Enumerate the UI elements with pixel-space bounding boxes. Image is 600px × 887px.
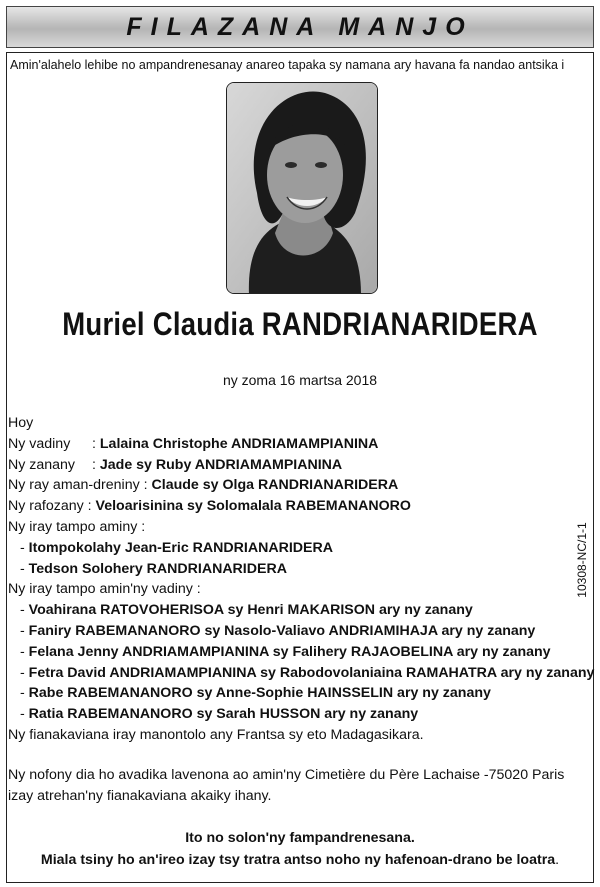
death-date: ny zoma 16 martsa 2018 bbox=[222, 372, 378, 388]
in-laws-line bbox=[8, 496, 594, 517]
spouse-sibling-item bbox=[8, 600, 594, 621]
spouse-line bbox=[8, 434, 594, 455]
spouse-sibling-item bbox=[8, 642, 594, 663]
list-dash: - bbox=[20, 539, 29, 556]
closing-line-2-text: Miala tsiny ho an'ireo izay tsy tratra antso noho ny hafenoan-drano be loatra bbox=[40, 852, 556, 868]
parents-value: Claude sy Olga RANDRIANARIDERA bbox=[151, 477, 399, 494]
spouse-sibling-item bbox=[8, 621, 594, 642]
children-value: Jade sy Ruby ANDRIAMAMPIANINA bbox=[99, 456, 343, 473]
spouse-sibling-name: Fetra David ANDRIAMAMPIANINA sy Rabodovolaniaina RAMAHATRA ary ny zanany bbox=[28, 664, 595, 681]
children-label: Ny zanany bbox=[8, 456, 76, 473]
header-banner bbox=[6, 6, 594, 48]
in-laws-label: Ny rafozany : bbox=[8, 498, 96, 515]
spouse-label: Ny vadiny bbox=[8, 435, 71, 452]
list-dash: - bbox=[20, 560, 29, 577]
intro-text: Amin'alahelo lehibe no ampandrenesanay anareo tapaka sy namana ary havana fa nandao antsika i bbox=[10, 58, 565, 72]
spouse-sibling-item bbox=[8, 704, 594, 725]
portrait-image bbox=[227, 83, 378, 294]
children-line bbox=[8, 455, 594, 476]
closing-line-2 bbox=[0, 849, 600, 871]
spouse-value: Lalaina Christophe ANDRIAMAMPIANINA bbox=[99, 435, 379, 452]
reference-code: 10308-NC/1-1 bbox=[575, 522, 589, 598]
parents-label: Ny ray aman-dreniny : bbox=[8, 477, 152, 494]
spouse-sibling-name: Ratia RABEMANANORO sy Sarah HUSSON ary ny zanany bbox=[28, 706, 419, 723]
portrait-photo bbox=[226, 82, 378, 294]
children-sep: : bbox=[92, 456, 100, 473]
spouse-sibling-name: Rabe RABEMANANORO sy Anne-Sophie HAINSSELIN ary ny zanany bbox=[28, 685, 491, 702]
list-dash: - bbox=[20, 664, 29, 681]
spouse-sibling-name: Felana Jenny ANDRIAMAMPIANINA sy Falihery RAJAOBELINA ary ny zanany bbox=[28, 643, 551, 660]
siblings-label: Ny iray tampo aminy : bbox=[8, 518, 146, 535]
sibling-item bbox=[8, 559, 594, 580]
spouse-sibling-name: Faniry RABEMANANORO sy Nasolo-Valiavo ANDRIAMIHAJA ary ny zanany bbox=[28, 622, 536, 639]
extended-family-line: Ny fianakaviana iray manontolo any Frantsa sy eto Madagasikara. bbox=[8, 726, 424, 743]
in-laws-value: Veloarisinina sy Solomalala RABEMANANORO bbox=[95, 498, 411, 515]
spouse-sibling-item bbox=[8, 683, 594, 704]
list-dash: - bbox=[20, 622, 29, 639]
spouse-siblings-label: Ny iray tampo amin'ny vadiny : bbox=[8, 581, 201, 598]
list-dash: - bbox=[20, 685, 29, 702]
parents-line bbox=[8, 475, 594, 496]
funeral-info: Ny nofony dia ho avadika lavenona ao amin'ny Cimetière du Père Lachaise -75020 Paris izay atrehan'ny fianakaviana akaiky ihany. bbox=[8, 767, 565, 804]
sibling-name: Tedson Solohery RANDRIANARIDERA bbox=[28, 560, 287, 577]
spouse-sibling-item bbox=[8, 663, 594, 684]
list-dash: - bbox=[20, 706, 29, 723]
closing-period: . bbox=[555, 852, 560, 868]
sibling-name: Itompokolahy Jean-Eric RANDRIANARIDERA bbox=[28, 539, 333, 556]
page-title: FILAZANA MANJO bbox=[126, 12, 474, 41]
list-dash: - bbox=[20, 602, 29, 619]
spouse-sibling-name: Voahirana RATOVOHERISOA sy Henri MAKARISON ary ny zanany bbox=[28, 602, 473, 619]
sibling-item bbox=[8, 538, 594, 559]
closing-line-1: Ito no solon'ny fampandrenesana. bbox=[185, 830, 415, 846]
closing-text bbox=[0, 827, 600, 871]
hoy-line: Hoy bbox=[8, 415, 34, 431]
deceased-name: Muriel Claudia RANDRIANARIDERA bbox=[62, 306, 538, 342]
family-list bbox=[8, 413, 594, 746]
spouse-sep: : bbox=[92, 435, 100, 452]
list-dash: - bbox=[20, 643, 29, 660]
